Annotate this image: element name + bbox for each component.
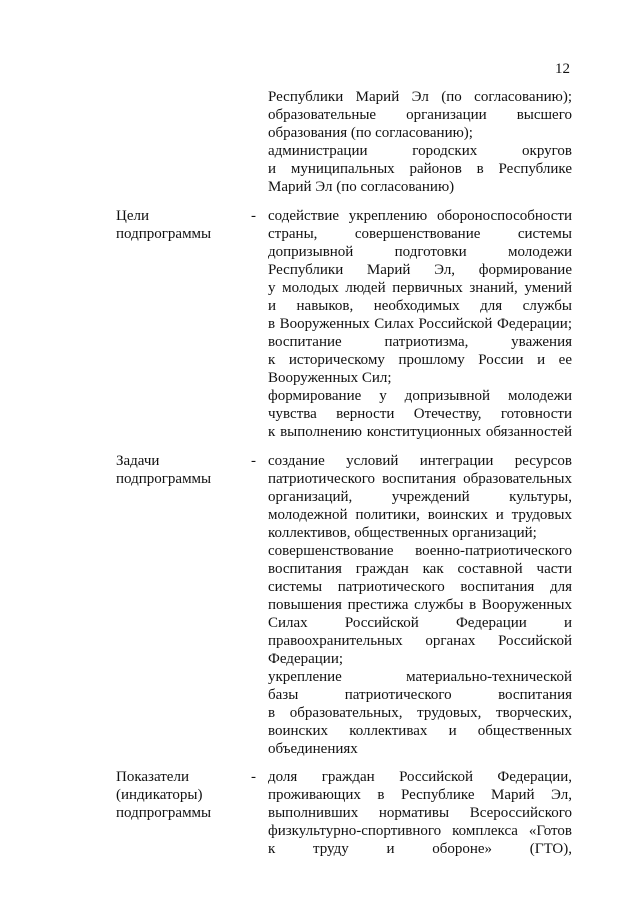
task-line: воинских коллективах и общественных <box>268 723 572 739</box>
section-dash: - <box>251 208 256 224</box>
task-line: укрепление материально-технической <box>268 669 572 685</box>
task-line: совершенствование военно-патриотического <box>268 543 572 559</box>
page-number: 12 <box>555 61 570 77</box>
section-label: Задачи <box>116 453 160 469</box>
indicator-line: доля граждан Российской Федерации, <box>268 769 572 785</box>
goal-line: и навыков, необходимых для службы <box>268 298 572 314</box>
indicator-line: к труду и обороне» (ГТО), <box>268 841 572 857</box>
indicator-line: выполнивших нормативы Всероссийского <box>268 805 572 821</box>
task-line: объединениях <box>268 741 358 757</box>
task-line: в образовательных, трудовых, творческих, <box>268 705 572 721</box>
section-label: (индикаторы) <box>116 787 203 803</box>
task-line: организаций, учреждений культуры, <box>268 489 572 505</box>
intro-line: администрации городских округов <box>268 143 572 159</box>
intro-line: и муниципальных районов в Республике <box>268 161 572 177</box>
task-line: коллективов, общественных организаций; <box>268 525 537 541</box>
section-dash: - <box>251 769 256 785</box>
task-line: базы патриотического воспитания <box>268 687 572 703</box>
goal-line: содействие укреплению обороноспособности <box>268 208 572 224</box>
indicator-line: физкультурно-спортивного комплекса «Готов <box>268 823 572 839</box>
goal-line: Вооруженных Сил; <box>268 370 392 386</box>
goal-line: Республики Марий Эл, формирование <box>268 262 572 278</box>
goal-line: формирование у допризывной молодежи <box>268 388 572 404</box>
task-line: Федерации; <box>268 651 344 667</box>
section-label: Показатели <box>116 769 189 785</box>
goal-line: допризывной подготовки молодежи <box>268 244 572 260</box>
goal-line: у молодых людей первичных знаний, умений <box>268 280 572 296</box>
task-line: правоохранительных органах Российской <box>268 633 572 649</box>
task-line: воспитания граждан как составной части <box>268 561 572 577</box>
section-label: Цели <box>116 208 150 224</box>
intro-line: Республики Марий Эл (по согласованию); <box>268 89 572 105</box>
intro-line: Марий Эл (по согласованию) <box>268 179 455 195</box>
intro-line: образования (по согласованию); <box>268 125 473 141</box>
section-label: подпрограммы <box>116 805 212 821</box>
section-label: подпрограммы <box>116 471 212 487</box>
intro-line: образовательные организации высшего <box>268 107 572 123</box>
section-label: подпрограммы <box>116 226 212 242</box>
indicator-line: проживающих в Республике Марий Эл, <box>268 787 572 803</box>
goal-line: в Вооруженных Силах Российской Федерации; <box>268 316 572 332</box>
goal-line: страны, совершенствование системы <box>268 226 572 242</box>
section-dash: - <box>251 453 256 469</box>
task-line: системы патриотического воспитания для <box>268 579 572 595</box>
task-line: молодежной политики, воинских и трудовых <box>268 507 572 523</box>
goal-line: чувства верности Отечеству, готовности <box>268 406 572 422</box>
task-line: патриотического воспитания образовательных <box>268 471 572 487</box>
goal-line: к выполнению конституционных обязанностей <box>268 424 572 440</box>
goal-line: воспитание патриотизма, уважения <box>268 334 572 350</box>
task-line: повышения престижа службы в Вооруженных <box>268 597 572 613</box>
task-line: Силах Российской Федерации и <box>268 615 572 631</box>
task-line: создание условий интеграции ресурсов <box>268 453 572 469</box>
goal-line: к историческому прошлому России и ее <box>268 352 572 368</box>
